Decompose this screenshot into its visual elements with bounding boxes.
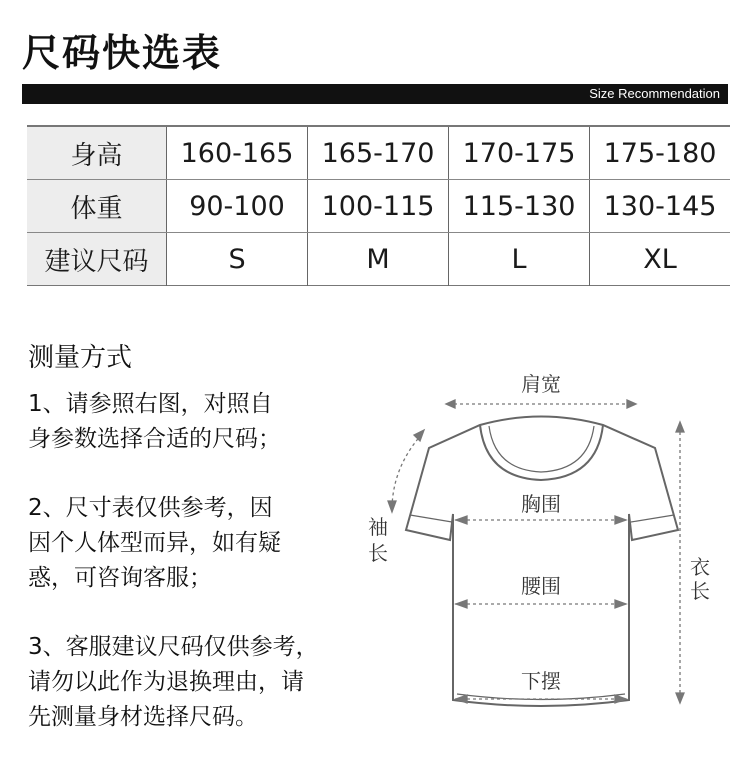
table-cell: L: [449, 233, 590, 286]
hem-label: 下摆: [521, 669, 561, 693]
measure-note-3: [28, 630, 348, 735]
table-cell: 130-145: [590, 180, 730, 233]
note-line: 先测量身材选择尺码。: [28, 704, 258, 730]
sleeve-label-2: 长: [368, 541, 388, 565]
table-cell: XL: [643, 243, 677, 275]
row-label: 身高: [27, 126, 167, 180]
note-line: 身参数选择合适的尺码；: [28, 426, 281, 452]
sleeve-label-1: 袖: [368, 515, 388, 539]
table-cell: 90-100: [167, 180, 308, 233]
table-cell: 175-180: [590, 126, 730, 180]
length-label-2: 长: [690, 579, 710, 603]
page-title: 尺码快选表: [22, 31, 223, 75]
note-line: 3、客服建议尺码仅供参考，: [28, 634, 319, 660]
header-subtitle: Size Recommendation: [589, 86, 720, 101]
table-cell: 100-115: [308, 180, 449, 233]
note-line: 请勿以此作为退换理由，请: [28, 669, 304, 695]
row-label: 体重: [27, 180, 167, 233]
row-label: 建议尺码: [27, 233, 167, 286]
shoulder-label: 肩宽: [521, 372, 561, 396]
table-cell: 160-165: [167, 126, 308, 180]
table-cell: 165-170: [308, 126, 449, 180]
length-arrow: [676, 422, 684, 703]
note-line: 2、尺寸表仅供参考，因: [28, 495, 273, 521]
measure-title: 测量方式: [28, 343, 133, 373]
shoulder-arrow: [446, 400, 636, 408]
table-cell: S: [167, 233, 308, 286]
tshirt-outline: [406, 417, 678, 707]
size-table: [27, 125, 730, 286]
table-cell: M: [308, 233, 449, 286]
note-line: 惑，可咨询客服；: [28, 565, 212, 591]
note-line: 因个人体型而异，如有疑: [28, 530, 281, 556]
waist-label: 腰围: [521, 574, 561, 598]
table-cell: 170-175: [449, 126, 590, 180]
note-line: 1、请参照右图，对照自: [28, 391, 273, 417]
measure-note-2: [28, 491, 348, 596]
tshirt-diagram: [350, 360, 730, 740]
table-cell: 115-130: [449, 180, 590, 233]
length-label-1: 衣: [690, 555, 710, 579]
chest-label: 胸围: [521, 492, 561, 516]
table-row: [27, 126, 730, 180]
table-row: [27, 180, 730, 233]
header-bar: [22, 84, 728, 104]
table-row: [27, 233, 730, 286]
measure-note-1: [28, 387, 348, 457]
